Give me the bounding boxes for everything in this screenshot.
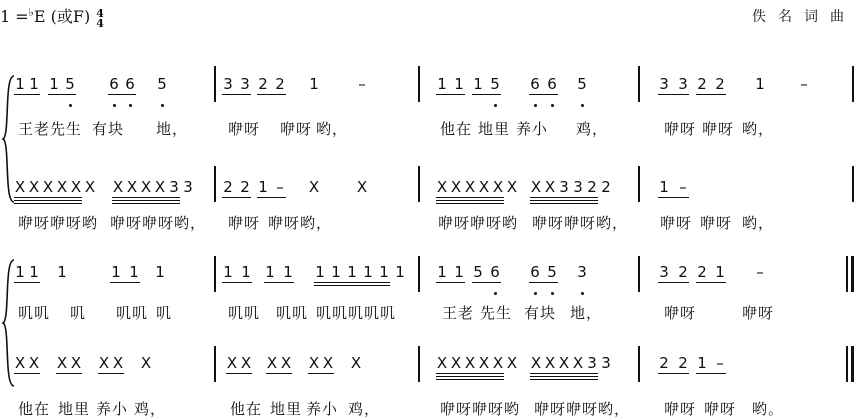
r3-note: 5 (547, 263, 557, 281)
r1-note: – (800, 75, 808, 93)
bar-line (852, 166, 854, 202)
r3-note: 1 (454, 263, 464, 281)
bar-line (418, 346, 420, 382)
time-top: 4 (96, 7, 104, 20)
r2-beam (530, 197, 598, 198)
bar-line (638, 66, 640, 102)
r2-beam (530, 200, 598, 201)
r2-note: 3 (559, 178, 569, 196)
bar-line (852, 66, 854, 102)
r4-beam (56, 373, 82, 374)
bar-line (214, 66, 216, 102)
r3-note: 1 (347, 263, 357, 281)
r2-beam (14, 197, 82, 198)
r4-beam (658, 373, 689, 374)
r1-note: 2 (258, 75, 268, 93)
r2-note: X (84, 178, 96, 196)
r2-note: X (464, 178, 476, 196)
r4-note: X (544, 354, 556, 372)
r1-dot (69, 104, 72, 107)
lyric-1: 鸡， (576, 120, 609, 138)
lyric-4: 咿呀咿呀哟 (440, 400, 521, 418)
lyric-1: 哟， (742, 120, 775, 138)
lyric-3: 先生 (480, 304, 513, 322)
r2-note: X (56, 178, 68, 196)
lyric-2: 咿呀 (268, 214, 301, 232)
r4-note: X (450, 354, 462, 372)
r1-note: 6 (547, 75, 557, 93)
r4-note: X (140, 354, 152, 372)
lyric-3: 叽叽叽叽叽 (316, 304, 397, 322)
r4-note: X (56, 354, 68, 372)
bar-line (418, 166, 420, 202)
lyric-1: 地里 (478, 120, 511, 138)
r1-dot (494, 104, 497, 107)
lyric-2: 咿呀咿呀哟， (532, 214, 629, 232)
r3-note: 1 (379, 263, 389, 281)
r4-note: X (266, 354, 278, 372)
r4-note: X (70, 354, 82, 372)
lyric-2: 咿呀 (700, 214, 733, 232)
r4-note: X (308, 354, 320, 372)
lyric-3: 叽叽 (18, 304, 51, 322)
r4-beam (98, 373, 124, 374)
lyric-4: 他在 (230, 400, 263, 418)
r3-note: 1 (265, 263, 275, 281)
r3-note: – (756, 263, 764, 281)
r2-note: X (140, 178, 152, 196)
r2-note: X (450, 178, 462, 196)
r1-beam (108, 94, 136, 95)
r3-note: 1 (437, 263, 447, 281)
r3-note: 1 (395, 263, 405, 281)
r3-beam (222, 282, 252, 283)
r3-note: 1 (223, 263, 233, 281)
r2-note: X (478, 178, 490, 196)
r1-note: 5 (157, 75, 167, 93)
r2-note: 3 (573, 178, 583, 196)
r1-note: 5 (490, 75, 500, 93)
lyric-2: 哟， (742, 214, 775, 232)
r3-note: 1 (111, 263, 121, 281)
lyric-4: 咿呀 (704, 400, 737, 418)
r1-beam (529, 94, 558, 95)
lyric-3: 叽叽 (116, 304, 149, 322)
r3-note: 6 (530, 263, 540, 281)
r4-note: X (280, 354, 292, 372)
r2-note: 2 (587, 178, 597, 196)
r4-note: X (322, 354, 334, 372)
r1-note: 1 (755, 75, 765, 93)
bar-line (214, 166, 216, 202)
r4-beam (14, 373, 40, 374)
r2-note: 2 (223, 178, 233, 196)
r3-beam (436, 282, 465, 283)
lyric-1: 咿呀 (228, 120, 261, 138)
r2-beam (436, 203, 504, 204)
r4-beam (436, 373, 504, 374)
r1-note: – (358, 75, 366, 93)
r2-beam (530, 203, 598, 204)
r2-note: X (436, 178, 448, 196)
bar-line (418, 256, 420, 292)
r1-beam (257, 94, 286, 95)
r4-note: X (572, 354, 584, 372)
lyric-4: 地里 (270, 400, 303, 418)
r2-beam (436, 200, 504, 201)
r4-note: X (28, 354, 40, 372)
r3-note: 3 (577, 263, 587, 281)
r1-note: 1 (309, 75, 319, 93)
r2-note: 1 (258, 178, 268, 196)
r4-beam (530, 373, 598, 374)
r4-note: X (350, 354, 362, 372)
r4-beam (436, 376, 504, 377)
r1-note: 2 (275, 75, 285, 93)
r4-note: X (530, 354, 542, 372)
lyric-2: 咿呀咿呀哟 (18, 214, 99, 232)
r1-beam (14, 94, 40, 95)
r2-beam (257, 197, 286, 198)
r1-dot (129, 104, 132, 107)
r1-note: 3 (240, 75, 250, 93)
lyric-4: 养小 (96, 400, 129, 418)
lyric-1: 他在 (440, 120, 473, 138)
lyric-1: 地， (156, 120, 189, 138)
bar-line (214, 346, 216, 382)
lyric-2: 哟， (300, 214, 333, 232)
r4-note: X (478, 354, 490, 372)
r1-note: 1 (454, 75, 464, 93)
lyric-3: 咿呀 (742, 304, 775, 322)
bar-line (638, 166, 640, 202)
lyric-1: 养小 (516, 120, 549, 138)
r1-beam (696, 94, 726, 95)
r3-note: 1 (155, 263, 165, 281)
r3-dot (494, 292, 497, 295)
r3-note: 1 (57, 263, 67, 281)
r4-note: X (98, 354, 110, 372)
r2-note: 2 (601, 178, 611, 196)
key-signature (0, 4, 104, 29)
flat-sign: ♭ (28, 6, 34, 19)
final-bar-thin (846, 346, 848, 382)
bar-line (638, 346, 640, 382)
r2-note: X (506, 178, 518, 196)
bar-line (418, 66, 420, 102)
r1-dot (113, 104, 116, 107)
r3-note: 2 (697, 263, 707, 281)
key-note: E (或F) (33, 7, 91, 26)
r1-beam (222, 94, 251, 95)
r3-note: 1 (15, 263, 25, 281)
r2-note: X (112, 178, 124, 196)
r1-dot (581, 104, 584, 107)
lyric-1: 咿呀 (664, 120, 697, 138)
r4-note: X (226, 354, 238, 372)
lyric-2: 咿呀 (660, 214, 693, 232)
r1-note: 1 (29, 75, 39, 93)
r2-note: X (42, 178, 54, 196)
r3-beam (472, 282, 501, 283)
r1-dot (551, 104, 554, 107)
r1-beam (658, 94, 689, 95)
r2-note: X (154, 178, 166, 196)
r4-note: X (464, 354, 476, 372)
r2-note: – (679, 178, 687, 196)
r3-note: 1 (715, 263, 725, 281)
lyric-2: 咿呀咿呀哟， (110, 214, 207, 232)
r3-note: 5 (473, 263, 483, 281)
r1-note: 6 (530, 75, 540, 93)
r3-note: 1 (129, 263, 139, 281)
r2-note: X (492, 178, 504, 196)
bar-line (214, 256, 216, 292)
r2-beam (222, 197, 251, 198)
r2-beam (436, 197, 504, 198)
lyric-4: 地里 (58, 400, 91, 418)
bar-line (638, 256, 640, 292)
r4-beam (266, 373, 292, 374)
r4-note: 2 (678, 354, 688, 372)
r3-beam (314, 285, 390, 286)
r2-beam (658, 197, 689, 198)
r3-note: 1 (241, 263, 251, 281)
r4-note: X (436, 354, 448, 372)
r4-beam (696, 373, 726, 374)
final-bar-thin (846, 256, 848, 292)
r2-note: X (14, 178, 26, 196)
lyric-3: 地， (570, 304, 603, 322)
r2-note: X (356, 178, 368, 196)
r3-note: 1 (315, 263, 325, 281)
r3-beam (658, 282, 689, 283)
r2-beam (112, 197, 180, 198)
r3-note: 2 (678, 263, 688, 281)
r4-note: X (240, 354, 252, 372)
r1-note: 3 (659, 75, 669, 93)
lyric-1: 咿呀 (702, 120, 735, 138)
time-signature (96, 9, 104, 29)
lyric-3: 叽叽 (276, 304, 309, 322)
lyric-3: 叽 (70, 304, 87, 322)
r1-note: 3 (223, 75, 233, 93)
r4-note: 3 (601, 354, 611, 372)
r1-note: 6 (125, 75, 135, 93)
r4-note: 3 (587, 354, 597, 372)
r3-beam (314, 282, 390, 283)
r4-beam (530, 376, 598, 377)
r3-note: 1 (283, 263, 293, 281)
r4-note: – (716, 354, 724, 372)
r2-note: X (308, 178, 320, 196)
lyric-4: 哟。 (752, 400, 785, 418)
r1-note: 1 (15, 75, 25, 93)
lyric-3: 叽 (156, 304, 173, 322)
r2-note: 1 (659, 178, 669, 196)
lyric-4: 鸡， (348, 400, 381, 418)
lyric-3: 有块 (524, 304, 557, 322)
lyric-2: 咿呀 (228, 214, 261, 232)
lyric-4: 鸡， (134, 400, 167, 418)
lyric-1: 哟， (316, 120, 349, 138)
r3-note: 1 (331, 263, 341, 281)
r2-note: X (530, 178, 542, 196)
r4-note: X (492, 354, 504, 372)
r3-beam (110, 282, 140, 283)
final-bar-thick (851, 346, 854, 382)
lyric-4: 咿呀咿呀哟， (534, 400, 631, 418)
r3-dot (581, 292, 584, 295)
r4-note: 2 (659, 354, 669, 372)
r2-note: – (276, 178, 284, 196)
r2-beam (14, 203, 82, 204)
r2-note: 3 (183, 178, 193, 196)
r2-beam (112, 203, 180, 204)
r1-note: 1 (49, 75, 59, 93)
r1-beam (436, 94, 465, 95)
r1-note: 5 (577, 75, 587, 93)
r4-note: X (506, 354, 518, 372)
lyric-4: 养小 (306, 400, 339, 418)
r2-note: X (126, 178, 138, 196)
r3-beam (14, 282, 40, 283)
r3-dot (534, 292, 537, 295)
r4-note: 1 (697, 354, 707, 372)
r4-note: X (14, 354, 26, 372)
lyric-4: 他在 (18, 400, 51, 418)
lyric-3: 咿呀 (664, 304, 697, 322)
lyric-3: 王老 (442, 304, 475, 322)
r3-note: 3 (659, 263, 669, 281)
author-credit: 佚名词曲 (752, 9, 856, 25)
r3-beam (264, 282, 294, 283)
r2-note: X (70, 178, 82, 196)
r3-dot (551, 292, 554, 295)
r4-beam (530, 379, 598, 380)
r1-note: 5 (65, 75, 75, 93)
lyric-1: 咿呀 (280, 120, 313, 138)
final-bar-thick (851, 256, 854, 292)
r3-note: 1 (363, 263, 373, 281)
lyric-1: 有块 (92, 120, 125, 138)
r1-note: 6 (109, 75, 119, 93)
r1-beam (472, 94, 501, 95)
time-bottom: 4 (96, 17, 104, 30)
r2-note: 3 (169, 178, 179, 196)
r3-beam (696, 282, 726, 283)
r4-beam (436, 379, 504, 380)
r4-beam (226, 373, 252, 374)
r1-beam (48, 94, 76, 95)
r2-note: 2 (240, 178, 250, 196)
r3-beam (529, 282, 558, 283)
r4-note: X (112, 354, 124, 372)
r1-dot (161, 104, 164, 107)
r1-dot (534, 104, 537, 107)
r1-note: 3 (678, 75, 688, 93)
r1-note: 2 (715, 75, 725, 93)
r2-beam (14, 200, 82, 201)
r2-note: X (28, 178, 40, 196)
key-prefix: 1 = (0, 7, 29, 26)
lyric-4: 咿呀 (664, 400, 697, 418)
r3-note: 6 (490, 263, 500, 281)
r4-beam (308, 373, 334, 374)
r2-beam (112, 200, 180, 201)
r2-note: X (544, 178, 556, 196)
r1-note: 1 (473, 75, 483, 93)
lyric-1: 王老先生 (18, 120, 83, 138)
lyric-2: 咿呀咿呀哟 (438, 214, 519, 232)
r3-note: 1 (29, 263, 39, 281)
lyric-3: 叽叽 (228, 304, 261, 322)
r1-note: 2 (697, 75, 707, 93)
r4-note: X (558, 354, 570, 372)
r1-note: 1 (437, 75, 447, 93)
